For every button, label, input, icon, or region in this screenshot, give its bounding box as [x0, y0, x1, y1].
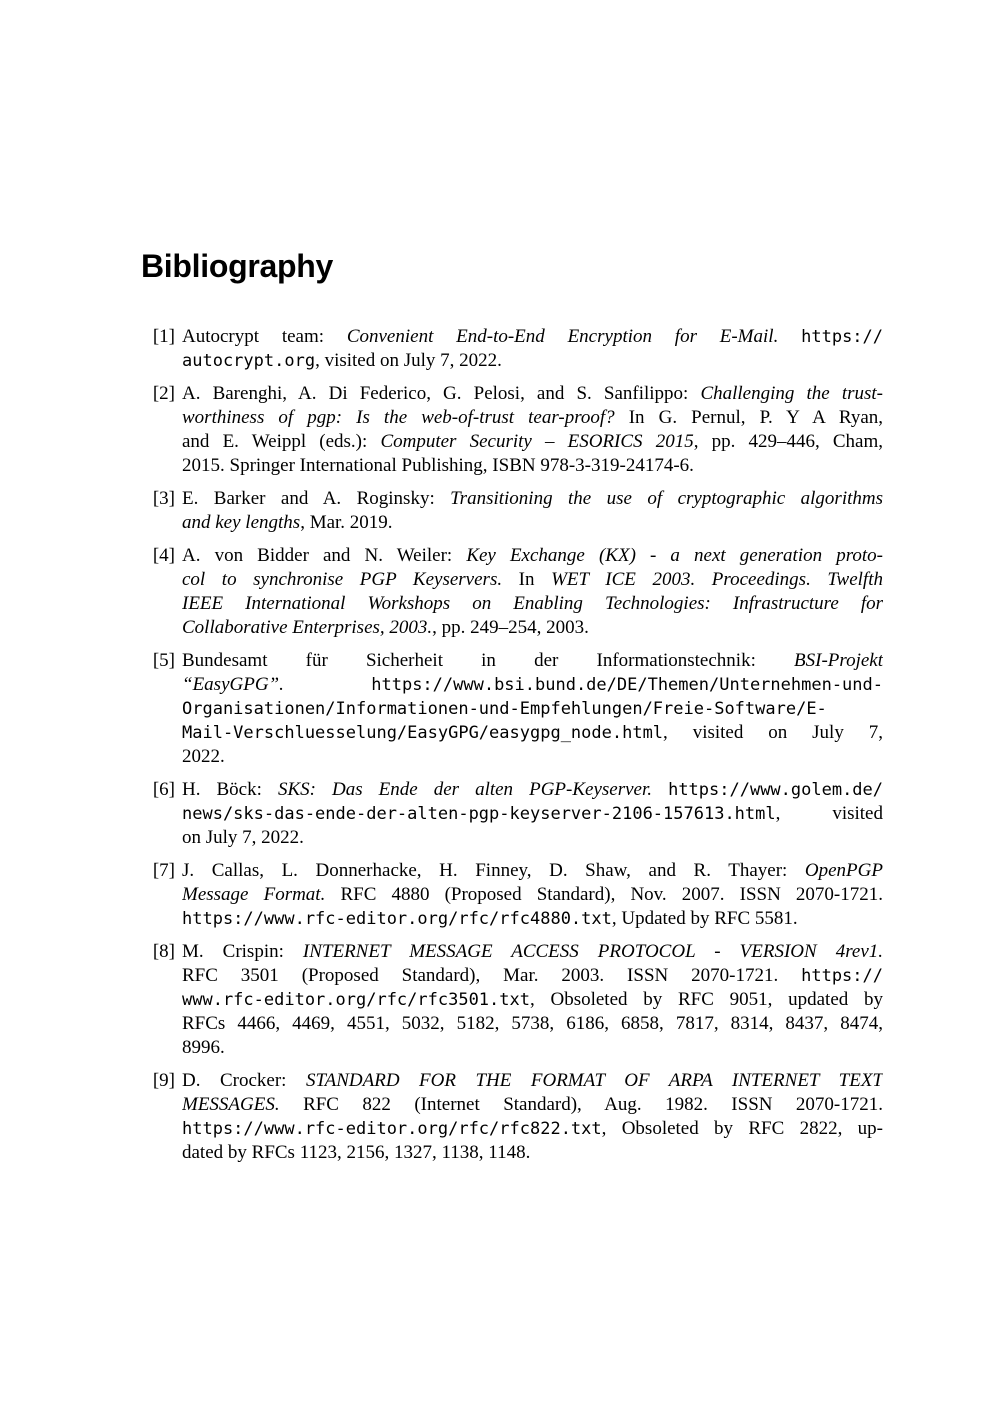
reference-body — [182, 1069, 883, 1165]
reference-label: [2] — [152, 383, 175, 404]
reference-text: A. von Bidder and N. Weiler: — [182, 545, 467, 566]
reference-line — [182, 649, 883, 673]
reference-body — [182, 325, 883, 373]
reference-line — [182, 430, 883, 454]
reference-label: [5] — [152, 650, 175, 671]
reference-title: Convenient End-to-End Encryption for E-Mail. — [346, 326, 779, 347]
reference-line — [182, 1069, 883, 1093]
reference-text: , Obsoleted by RFC 2822, up- — [601, 1118, 883, 1139]
reference-title: STANDARD FOR THE FORMAT OF ARPA INTERNET TEXT — [305, 1070, 883, 1091]
reference-line — [182, 1036, 883, 1060]
reference-line — [182, 406, 883, 430]
reference-item — [142, 649, 883, 769]
reference-line — [182, 697, 883, 721]
reference-line — [182, 544, 883, 568]
reference-text: H. Böck: — [182, 779, 278, 800]
reference-text — [652, 779, 668, 800]
reference-title: Computer Security – ESORICS 2015 — [380, 431, 694, 452]
reference-text: J. Callas, L. Donnerhacke, H. Finney, D. Shaw, and R. Thayer: — [182, 860, 805, 881]
reference-text: In G. Pernul, P. Y A Ryan, — [614, 407, 883, 428]
reference-title: SKS: Das Ende der alten PGP-Keyserver. — [277, 779, 653, 800]
reference-text: Bundesamt für Sicherheit in der Informationstechnik: — [182, 650, 795, 671]
reference-url: news/sks-das-ende-der-alten-pgp-keyserver-2106-157613.html — [182, 804, 776, 824]
reference-text: RFC 4880 (Proposed Standard), Nov. 2007. ISSN 2070-1721. — [325, 884, 883, 905]
reference-url: Mail-Verschluesselung/EasyGPG/easygpg_node.html — [182, 723, 664, 743]
reference-text: RFCs 4466, 4469, 4551, 5032, 5182, 5738, 6186, 6858, 7817, 8314, 8437, 8474, — [182, 1013, 883, 1034]
reference-label: [7] — [152, 860, 175, 881]
reference-line — [182, 349, 883, 373]
reference-title: IEEE International Workshops on Enabling Technologies: Infrastructure for — [182, 593, 883, 614]
reference-title: OpenPGP — [804, 860, 883, 881]
reference-url: https:// — [801, 966, 883, 986]
reference-body — [182, 544, 883, 640]
reference-line — [182, 964, 883, 988]
reference-label: [9] — [152, 1070, 175, 1091]
reference-text: 2015. Springer International Publishing, ISBN 978-3-319-24174-6. — [182, 455, 694, 476]
reference-text: Autocrypt team: — [182, 326, 347, 347]
reference-line — [182, 745, 883, 769]
reference-line — [182, 988, 883, 1012]
reference-line — [182, 826, 883, 850]
reference-label: [3] — [152, 488, 175, 509]
reference-text: 2022. — [182, 746, 225, 767]
reference-line — [182, 1093, 883, 1117]
reference-item — [142, 778, 883, 850]
reference-title: “EasyGPG”. — [182, 674, 284, 695]
reference-item — [142, 940, 883, 1060]
reference-line — [182, 778, 883, 802]
bibliography-list — [142, 325, 883, 1174]
reference-title: Message Format. — [182, 884, 326, 905]
reference-url: https://www.bsi.bund.de/DE/Themen/Unternehmen-und- — [371, 675, 883, 695]
reference-url: https://www.golem.de/ — [668, 780, 883, 800]
reference-title: MESSAGES. — [182, 1094, 280, 1115]
reference-url: Organisationen/Informationen-und-Empfehlungen/Freie-Software/E- — [182, 699, 827, 719]
reference-url: https://www.rfc-editor.org/rfc/rfc4880.txt — [182, 909, 612, 929]
reference-line — [182, 511, 883, 535]
reference-line — [182, 802, 883, 826]
reference-line — [182, 940, 883, 964]
reference-text: D. Crocker: — [182, 1070, 306, 1091]
reference-url: autocrypt.org — [182, 351, 316, 371]
reference-title: Transitioning the use of cryptographic algorithms — [450, 488, 883, 509]
reference-text: on July 7, 2022. — [182, 827, 304, 848]
reference-item — [142, 487, 883, 535]
reference-text: M. Crispin: — [182, 941, 303, 962]
reference-line — [182, 454, 883, 478]
reference-text: dated by RFCs 1123, 2156, 1327, 1138, 1148. — [182, 1142, 531, 1163]
reference-text — [284, 674, 371, 695]
reference-line — [182, 721, 883, 745]
reference-text: , visited — [775, 803, 883, 824]
reference-line — [182, 1141, 883, 1165]
reference-title: and key lengths — [182, 512, 301, 533]
reference-text: 8996. — [182, 1037, 225, 1058]
reference-line — [182, 382, 883, 406]
reference-title: WET ICE 2003. Proceedings. Twelfth — [551, 569, 883, 590]
reference-title: Key Exchange (KX) - a next generation proto- — [466, 545, 883, 566]
reference-label: [6] — [152, 779, 175, 800]
reference-title: BSI-Projekt — [794, 650, 883, 671]
reference-title: Collaborative Enterprises, 2003. — [182, 617, 433, 638]
reference-label: [1] — [152, 326, 175, 347]
reference-text: , visited on July 7, 2022. — [315, 350, 502, 371]
reference-line — [182, 487, 883, 511]
reference-text: and E. Weippl (eds.): — [182, 431, 381, 452]
reference-line — [182, 883, 883, 907]
reference-item — [142, 382, 883, 478]
reference-line — [182, 568, 883, 592]
reference-url: www.rfc-editor.org/rfc/rfc3501.txt — [182, 990, 530, 1010]
reference-text: , Updated by RFC 5581. — [611, 908, 798, 929]
reference-item — [142, 1069, 883, 1165]
reference-line — [182, 1012, 883, 1036]
reference-title: INTERNET MESSAGE ACCESS PROTOCOL - VERSION 4rev1. — [302, 941, 883, 962]
reference-title: worthiness of pgp: Is the web-of-trust tear-proof? — [182, 407, 615, 428]
reference-body — [182, 859, 883, 931]
reference-url: https:// — [801, 327, 883, 347]
reference-label: [4] — [152, 545, 175, 566]
reference-body — [182, 649, 883, 769]
reference-line — [182, 859, 883, 883]
reference-item — [142, 544, 883, 640]
reference-label: [8] — [152, 941, 175, 962]
reference-text: A. Barenghi, A. Di Federico, G. Pelosi, and S. Sanfilippo: — [182, 383, 701, 404]
reference-body — [182, 940, 883, 1060]
reference-text: RFC 3501 (Proposed Standard), Mar. 2003. ISSN 2070-1721. — [182, 965, 802, 986]
chapter-title: Bibliography — [141, 248, 333, 285]
reference-text: RFC 822 (Internet Standard), Aug. 1982. ISSN 2070-1721. — [279, 1094, 883, 1115]
reference-title: col to synchronise PGP Keyservers. — [182, 569, 503, 590]
reference-item — [142, 325, 883, 373]
reference-text — [778, 326, 801, 347]
reference-line — [182, 325, 883, 349]
reference-text: , visited on July 7, — [663, 722, 883, 743]
reference-body — [182, 382, 883, 478]
reference-body — [182, 778, 883, 850]
reference-item — [142, 859, 883, 931]
reference-line — [182, 616, 883, 640]
reference-text: , Obsoleted by RFC 9051, updated by — [530, 989, 883, 1010]
reference-title: Challenging the trust- — [700, 383, 883, 404]
reference-line — [182, 907, 883, 931]
reference-text: , pp. 429–446, Cham, — [693, 431, 883, 452]
reference-text: In — [502, 569, 552, 590]
reference-text: , Mar. 2019. — [300, 512, 393, 533]
reference-text: , pp. 249–254, 2003. — [432, 617, 589, 638]
reference-text: E. Barker and A. Roginsky: — [182, 488, 451, 509]
reference-url: https://www.rfc-editor.org/rfc/rfc822.txt — [182, 1119, 602, 1139]
reference-line — [182, 592, 883, 616]
reference-line — [182, 1117, 883, 1141]
reference-body — [182, 487, 883, 535]
reference-line — [182, 673, 883, 697]
